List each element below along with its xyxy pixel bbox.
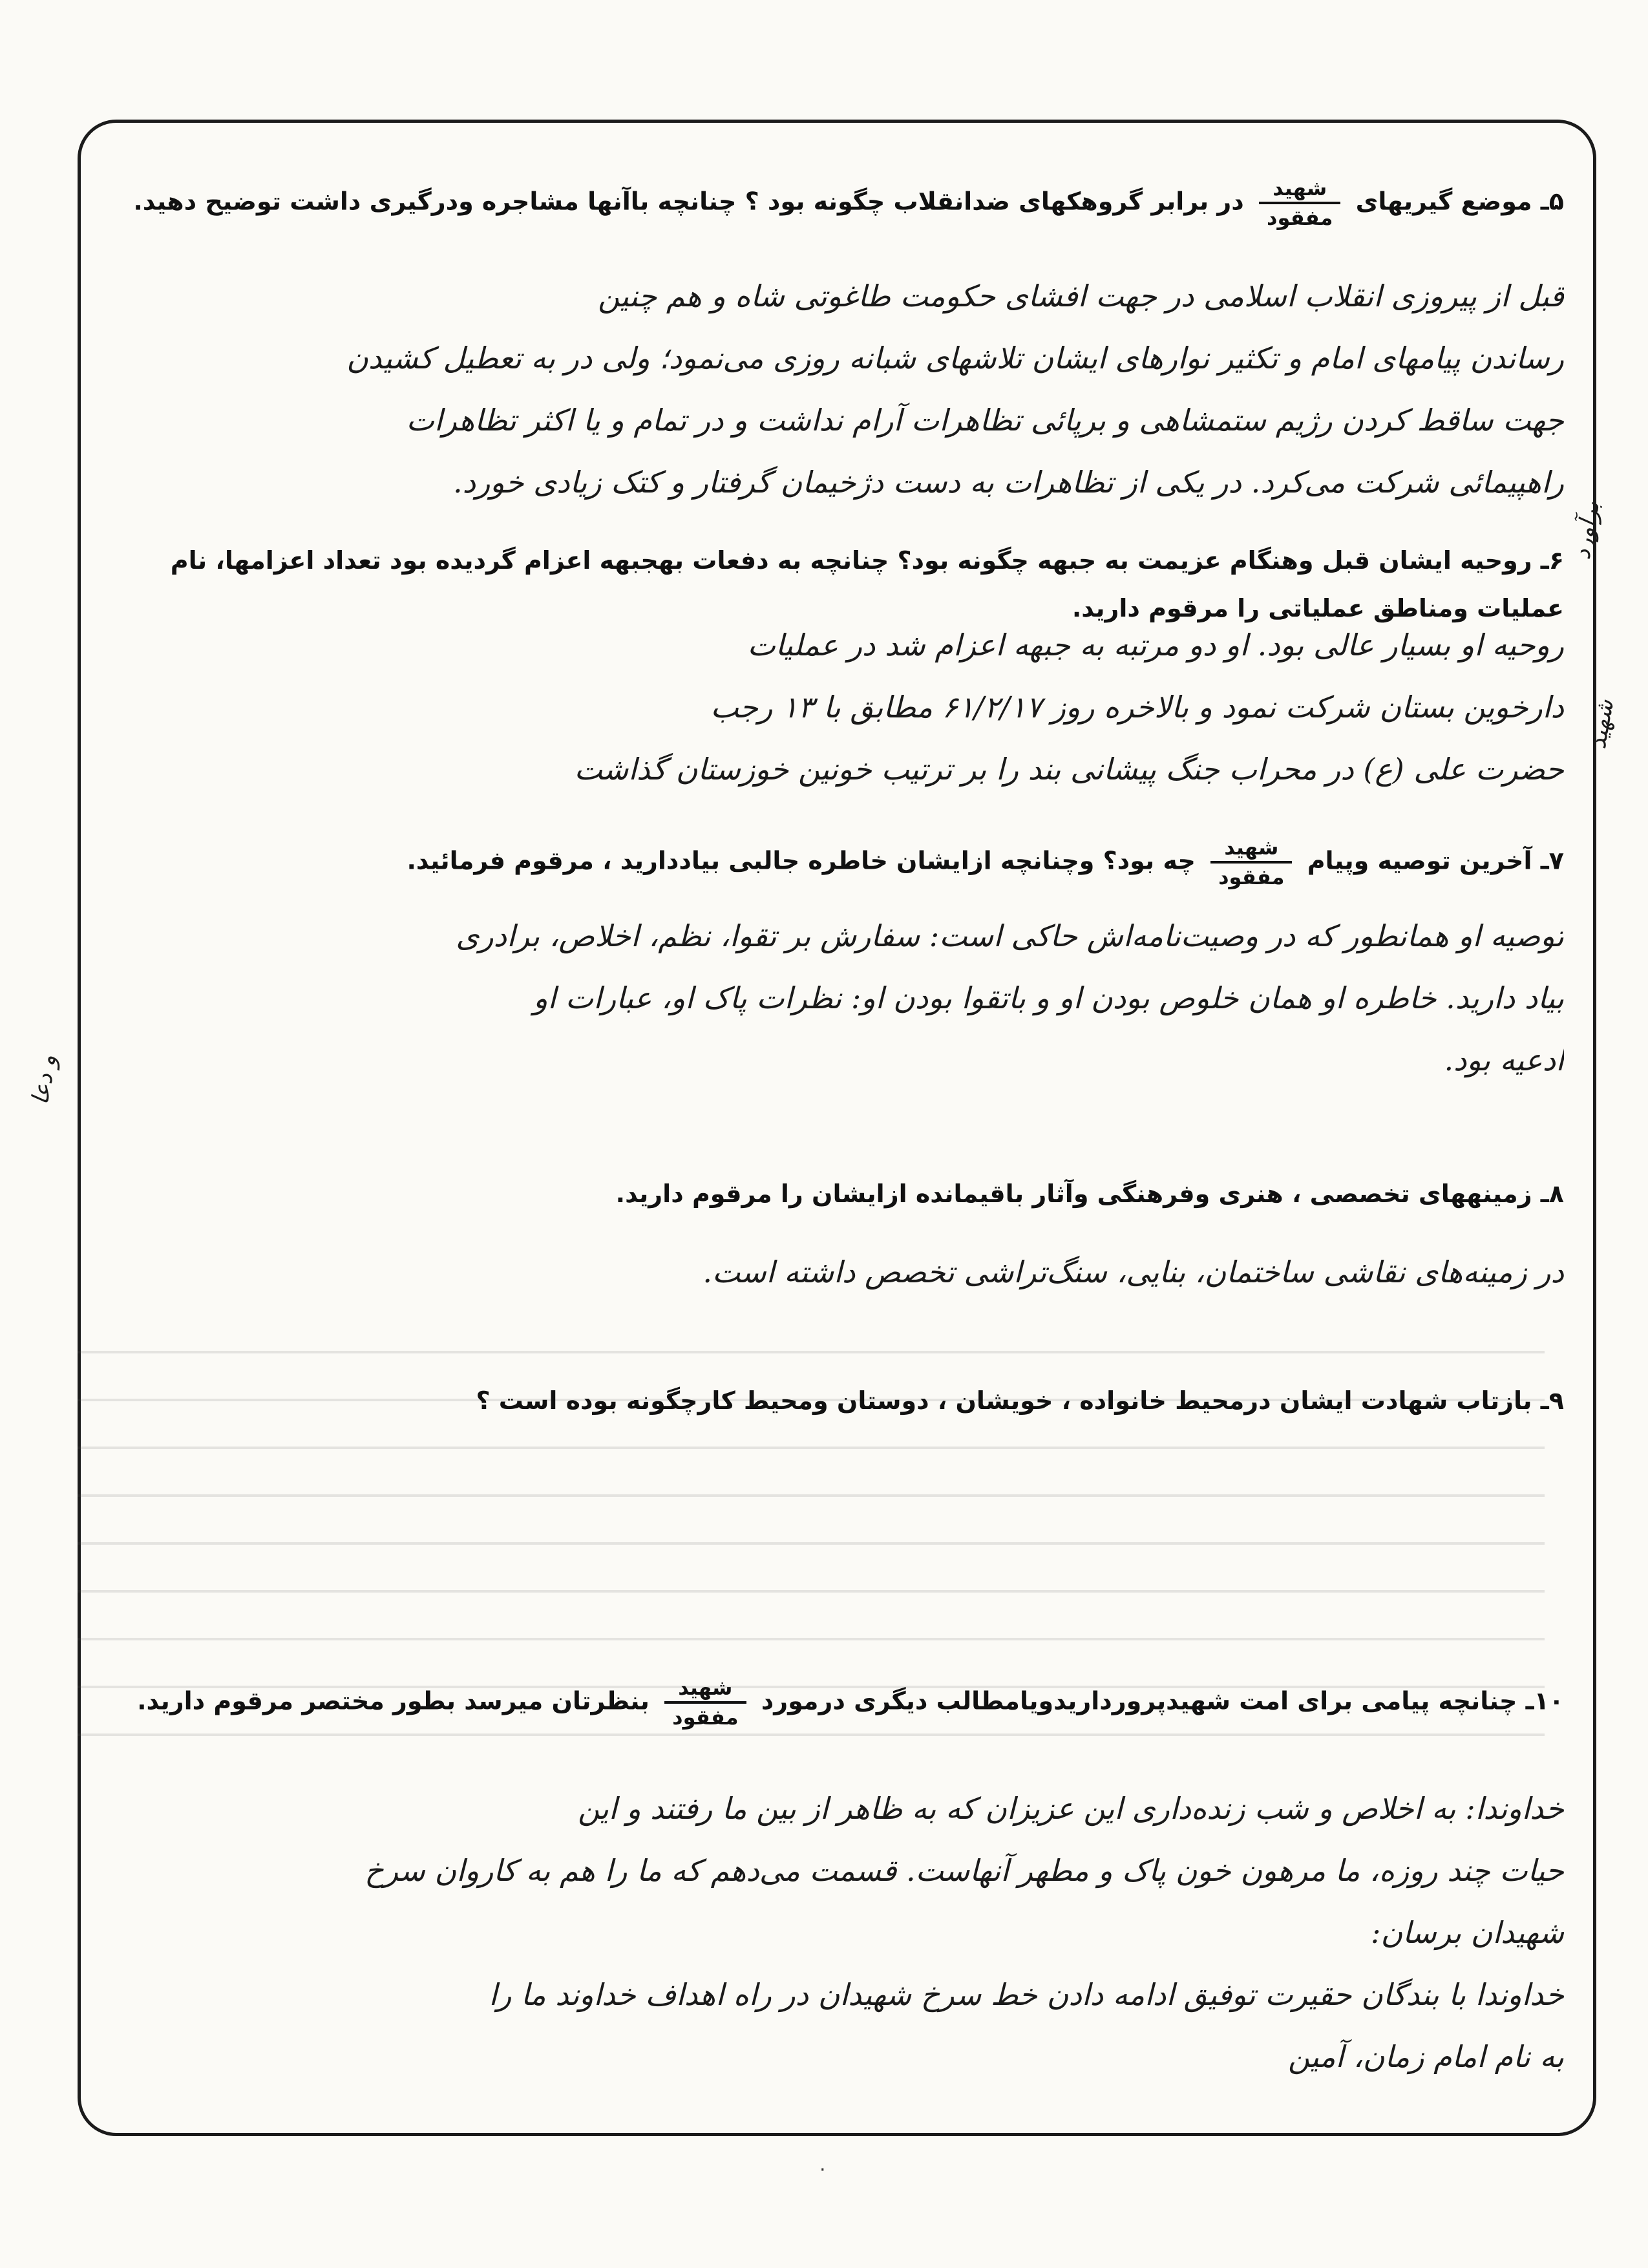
answer-8: در زمینه‌های نقاشی ساختمان، بنایی، سنگ‌تراشی تخصص داشته است.	[703, 1255, 1564, 1289]
question-8: ۸ـ زمینههای تخصصی ، هنری وفرهنگی وآثار باقیمانده ازایشان را مرقوم دارید.	[615, 1180, 1564, 1208]
answer-10: خداوندا: به اخلاص و شب زنده‌داری این عزیزان که به ظاهر از بین ما رفتند و این حیات چند روزه، ما مرهون خون پاک و مطهر آنهاست. قسمت می‌دهم که ما را هم به کاروان سرخ شهیدان برسان: خداوندا با بندگان حقیرت توفیق ادامه دادن خط سرخ شهیدان در راه اهداف خداوند ما را به نام امام زمان، آمین	[364, 1791, 1564, 2074]
answer-6: روحیه او بسیار عالی بود. او دو مرتبه به جبهه اعزام شد در عملیات دارخوین بستان شرکت نمود و بالاخره روز ۶۱/۲/۱۷ مطابق با ۱۳ رجب حضرت علی (ع) در محراب جنگ پیشانی بند را بر ترتیب خونین خوزستان گذاشت	[574, 628, 1564, 787]
margin-note-left: و دعا	[26, 1052, 62, 1107]
martyr-missing-fraction: $\frac{\text{شهید}}{\text{مفقود}}$	[664, 1674, 746, 1731]
question-9: ۹ـ بازتاب شهادت ایشان درمحیط خانواده ، خویشان ، دوستان ومحیط کارچگونه بوده است ؟	[476, 1386, 1564, 1415]
margin-note-right-lower: شهید	[1584, 697, 1620, 751]
question-6: ۶ـ روحیه ایشان قبل وهنگام عزیمت به جبهه چگونه بود؟ چنانچه به دفعات بهجبهه اعزام گردیده بود تعداد اعزامها، نام عملیات ومناطق عملیاتی را مرقوم دارید.	[170, 546, 1564, 622]
answer-7: توصیه او همانطور که در وصیت‌نامه‌اش حاکی است: سفارش بر تقوا، نظم، اخلاص، برادری بیاد دارید. خاطره او همان خلوص بودن او و باتقوا بودن او: نظرات پاک او، عبارات او ادعیه بود.	[456, 918, 1564, 1077]
question-10: ۱۰ـ چنانچه پیامی برای امت شهیدپرورداریدویامطالب دیگری درمورد $\frac{\text{شهید}}{\text{مفقود}}$ بنظرتان میرسد بطور مختصر مرقوم دارید.	[137, 1675, 1564, 1730]
martyr-missing-fraction: $\frac{\text{شهید}}{\text{مفقود}}$	[1259, 175, 1340, 231]
martyr-missing-fraction: $\frac{\text{شهید}}{\text{مفقود}}$	[1210, 834, 1292, 891]
page-mark: ·	[819, 2159, 826, 2181]
question-5: ۵ـ موضع گیریهای $\frac{\text{شهید}}{\text{مفقود}}$ در برابر گروهکهای ضدانقلاب چگونه بود ؟ چنانچه باآنها مشاجره ودرگیری داشت توضیح دهید.	[133, 176, 1564, 230]
question-7: ۷ـ آخرین توصیه وپیام $\frac{\text{شهید}}{\text{مفقود}}$ چه بود؟ وچنانچه ازایشان خاطره جالبی بیاددارید ، مرقوم فرمائید.	[407, 835, 1564, 889]
questionnaire-page	[103, 149, 1577, 2101]
margin-note-right: برآورد	[1569, 499, 1605, 562]
answer-5: قبل از پیروزی انقلاب اسلامی در جهت افشای حکومت طاغوتی شاه و هم چنین رساندن پیامهای امام و تکثیر نوارهای ایشان تلاشهای شبانه روزی می‌نمود؛ ولی در به تعطیل کشیدن جهت ساقط کردن رژیم ستمشاهی و برپائی تظاهرات آرام نداشت و در تمام و یا اکثر تظاهرات راهپیمائی شرکت می‌کرد. در یکی از تظاهرات به دست دژخیمان گرفتار و کتک زیادی خورد.	[346, 279, 1564, 500]
